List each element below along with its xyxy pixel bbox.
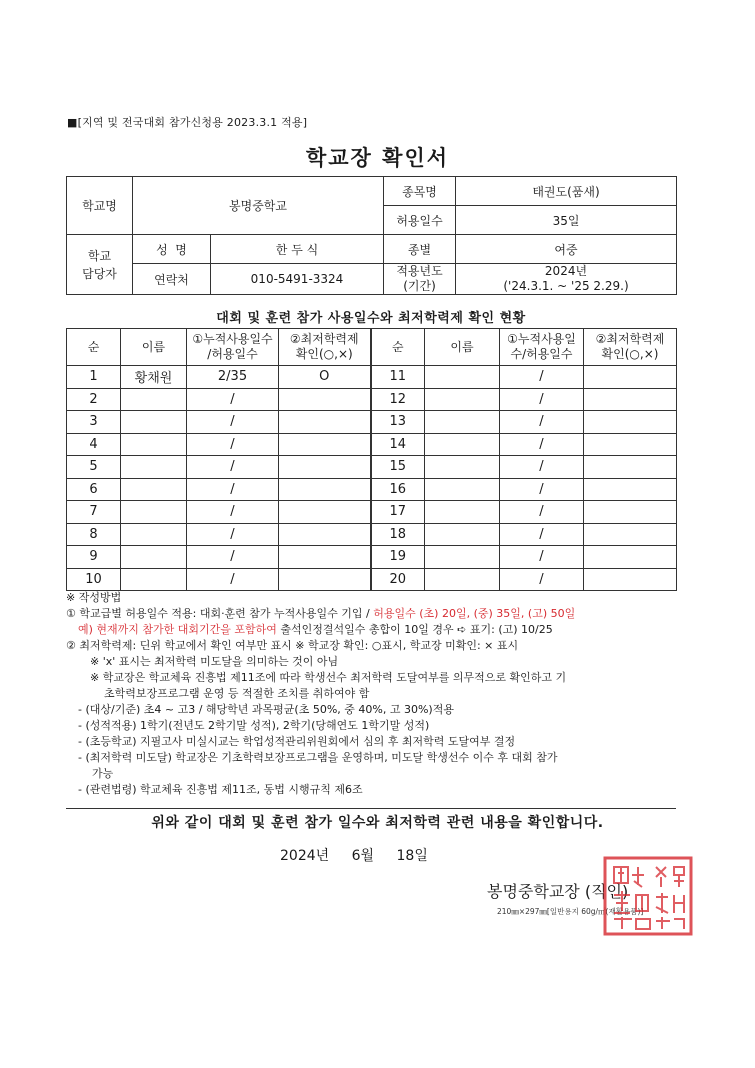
row-used-days: /	[187, 433, 279, 456]
note-2: ② 최저학력제: 딘위 학교에서 확인 여부만 표시 ※ 학교장 확인: ○표시, 학교장 미확인: × 표시	[66, 639, 519, 652]
row-name	[121, 478, 187, 501]
document-tag: ■[지역 및 전국대회 참가신청용 2023.3.1 적용]	[67, 116, 308, 129]
row-academic-check	[279, 501, 371, 524]
row-used-days: /	[187, 478, 279, 501]
row-no-right: 20	[371, 568, 425, 591]
note-8-cont: 가능	[92, 767, 114, 780]
note-3: ※ 'x' 표시는 최저학력 미도달을 의미하는 것이 아님	[90, 655, 339, 668]
note-1-red: 허용일수 (초) 20일, (중) 35일, (고) 50일	[373, 607, 576, 620]
row-academic-check	[279, 568, 371, 591]
row-no-right: 13	[371, 411, 425, 434]
row-used-days-right: /	[500, 546, 584, 569]
row-academic-check-right	[584, 568, 677, 591]
row-used-days-right: /	[500, 388, 584, 411]
note-1	[66, 606, 686, 622]
note-6: - (성적적용) 1학기(전년도 2학기말 성적), 2학기(당해연도 1학기말 성적)	[78, 719, 430, 732]
row-name-right	[425, 501, 500, 524]
row-academic-check	[279, 411, 371, 434]
row-name-right	[425, 456, 500, 479]
allowed-days-label: 허용일수	[384, 206, 456, 235]
row-name	[121, 388, 187, 411]
row-academic-check	[279, 546, 371, 569]
row-academic-check-right	[584, 411, 677, 434]
confirmation-date	[280, 845, 428, 865]
row-used-days: /	[187, 411, 279, 434]
school-label: 학교명	[67, 177, 133, 235]
row-name-right	[425, 523, 500, 546]
event-label: 종목명	[384, 177, 456, 206]
table-row	[67, 388, 677, 411]
row-used-days: /	[187, 546, 279, 569]
confirmation-statement: 위와 같이 대회 및 훈련 참가 일수와 최저학력 관련 내용을 확인합니다.	[151, 815, 604, 831]
principal-signature: 봉명중학교장 (직인)	[487, 882, 629, 901]
row-no: 4	[67, 433, 121, 456]
table-row	[67, 456, 677, 479]
table-row	[67, 501, 677, 524]
row-name-right	[425, 478, 500, 501]
section-title: 대회 및 훈련 참가 사용일수와 최저학력제 확인 현황	[216, 311, 526, 326]
year-value: 2024년 ('24.3.1. ~ '25 2.29.)	[456, 264, 677, 295]
note-1-text: ① 학교급별 허용일수 적용: 대회·훈련 참가 누적사용일수 기입 /	[66, 607, 374, 620]
name-label: 성 명	[133, 235, 211, 264]
header-used-days-right: ①누적사용일 수/허용일수	[500, 329, 584, 366]
row-no-right: 14	[371, 433, 425, 456]
row-no: 1	[67, 366, 121, 389]
table-row	[67, 366, 677, 389]
row-no-right: 15	[371, 456, 425, 479]
row-used-days-right: /	[500, 366, 584, 389]
row-used-days: 2/35	[187, 366, 279, 389]
date-month: 6월	[351, 848, 375, 864]
header-name: 이름	[121, 329, 187, 366]
row-used-days: /	[187, 388, 279, 411]
table-row	[67, 433, 677, 456]
header-academic: ②최저학력제 확인(○,×)	[279, 329, 371, 366]
name-value: 한 두 식	[211, 235, 384, 264]
row-no: 10	[67, 568, 121, 591]
note-1-cont	[66, 622, 686, 638]
row-used-days-right: /	[500, 411, 584, 434]
row-used-days-right: /	[500, 433, 584, 456]
row-name-right	[425, 388, 500, 411]
info-table	[66, 176, 677, 295]
year-label: 적용년도 (기간)	[384, 264, 456, 295]
row-used-days-right: /	[500, 523, 584, 546]
paper-spec: 210㎜×297㎜[일반용지 60g/㎡(재활용품)]	[497, 907, 644, 916]
header-no: 순	[67, 329, 121, 366]
row-academic-check-right	[584, 366, 677, 389]
row-academic-check	[279, 388, 371, 411]
row-academic-check	[279, 456, 371, 479]
row-no: 7	[67, 501, 121, 524]
allowed-days-value: 35일	[456, 206, 677, 235]
row-academic-check-right	[584, 433, 677, 456]
row-used-days-right: /	[500, 456, 584, 479]
row-no: 6	[67, 478, 121, 501]
row-academic-check-right	[584, 456, 677, 479]
gender-label: 종별	[384, 235, 456, 264]
row-name-right	[425, 568, 500, 591]
header-academic-right: ②최저학력제 확인(○,×)	[584, 329, 677, 366]
seal-glyphs	[614, 867, 684, 929]
row-no: 5	[67, 456, 121, 479]
row-academic-check	[279, 433, 371, 456]
note-9: - (관련법령) 학교체육 진흥법 제11조, 동법 시행규칙 제6조	[78, 783, 363, 796]
table-row	[67, 568, 677, 591]
note-1-text-2: 출석인정결석일수 총합이 10일 경우 ➪ 표기: (고) 10/25	[276, 623, 553, 636]
table-row	[67, 546, 677, 569]
row-name-right	[425, 411, 500, 434]
row-academic-check	[279, 523, 371, 546]
row-name: 황채원	[121, 366, 187, 389]
table-header-row	[67, 329, 677, 366]
row-used-days: /	[187, 456, 279, 479]
row-name	[121, 546, 187, 569]
row-academic-check-right	[584, 523, 677, 546]
row-no-right: 18	[371, 523, 425, 546]
row-used-days-right: /	[500, 501, 584, 524]
contact-value: 010-5491-3324	[211, 264, 384, 295]
document-title: 학교장 확인서	[305, 146, 450, 170]
table-row	[67, 411, 677, 434]
notes-heading: ※ 작성방법	[66, 591, 122, 604]
date-day: 18일	[396, 848, 428, 864]
row-academic-check	[279, 478, 371, 501]
header-no-right: 순	[371, 329, 425, 366]
row-used-days: /	[187, 568, 279, 591]
row-no: 8	[67, 523, 121, 546]
row-used-days-right: /	[500, 568, 584, 591]
usage-table	[66, 328, 677, 591]
row-name-right	[425, 546, 500, 569]
row-name-right	[425, 366, 500, 389]
row-no: 3	[67, 411, 121, 434]
event-value: 태권도(품새)	[456, 177, 677, 206]
note-7: - (초등학교) 지필고사 미실시교는 학업성적관리위원회에서 심의 후 최저학력 도달여부 결정	[78, 735, 516, 748]
row-name	[121, 523, 187, 546]
date-year: 2024년	[280, 848, 330, 864]
row-name	[121, 568, 187, 591]
row-used-days: /	[187, 523, 279, 546]
row-no: 2	[67, 388, 121, 411]
divider-line	[66, 808, 676, 809]
row-name	[121, 456, 187, 479]
teacher-label: 학교 담당자	[67, 235, 133, 295]
row-no: 9	[67, 546, 121, 569]
header-name-right: 이름	[425, 329, 500, 366]
row-used-days-right: /	[500, 478, 584, 501]
row-name-right	[425, 433, 500, 456]
row-academic-check: O	[279, 366, 371, 389]
contact-label: 연락처	[133, 264, 211, 295]
note-4-cont: 초학력보장프로그램 운영 등 적절한 조치를 취하여야 함	[104, 687, 370, 700]
row-used-days: /	[187, 501, 279, 524]
header-used-days: ①누적사용일수 /허용일수	[187, 329, 279, 366]
row-no-right: 11	[371, 366, 425, 389]
row-academic-check-right	[584, 546, 677, 569]
row-name	[121, 501, 187, 524]
school-seal-stamp	[602, 855, 694, 937]
row-name	[121, 433, 187, 456]
row-academic-check-right	[584, 388, 677, 411]
row-no-right: 12	[371, 388, 425, 411]
row-no-right: 17	[371, 501, 425, 524]
table-row	[67, 523, 677, 546]
notes	[66, 590, 686, 798]
row-no-right: 16	[371, 478, 425, 501]
note-4: ※ 학교장은 학교체육 진흥법 제11조에 따라 학생선수 최저학력 도달여부를 의무적으로 확인하고 기	[90, 671, 567, 684]
row-academic-check-right	[584, 478, 677, 501]
note-1-red-2: 예) 현재까지 참가한 대회기간을 포함하여	[78, 623, 277, 636]
row-academic-check-right	[584, 501, 677, 524]
note-8: - (최저학력 미도달) 학교장은 기초학력보장프로그램을 운영하며, 미도달 학생선수 이수 후 대회 참가	[78, 751, 558, 764]
row-no-right: 19	[371, 546, 425, 569]
row-name	[121, 411, 187, 434]
gender-value: 여중	[456, 235, 677, 264]
note-5: - (대상/기준) 초4 ~ 고3 / 해당학년 과목평균(초 50%, 중 40%, 고 30%)적용	[78, 703, 454, 716]
school-value: 봉명중학교	[133, 177, 384, 235]
table-row	[67, 478, 677, 501]
